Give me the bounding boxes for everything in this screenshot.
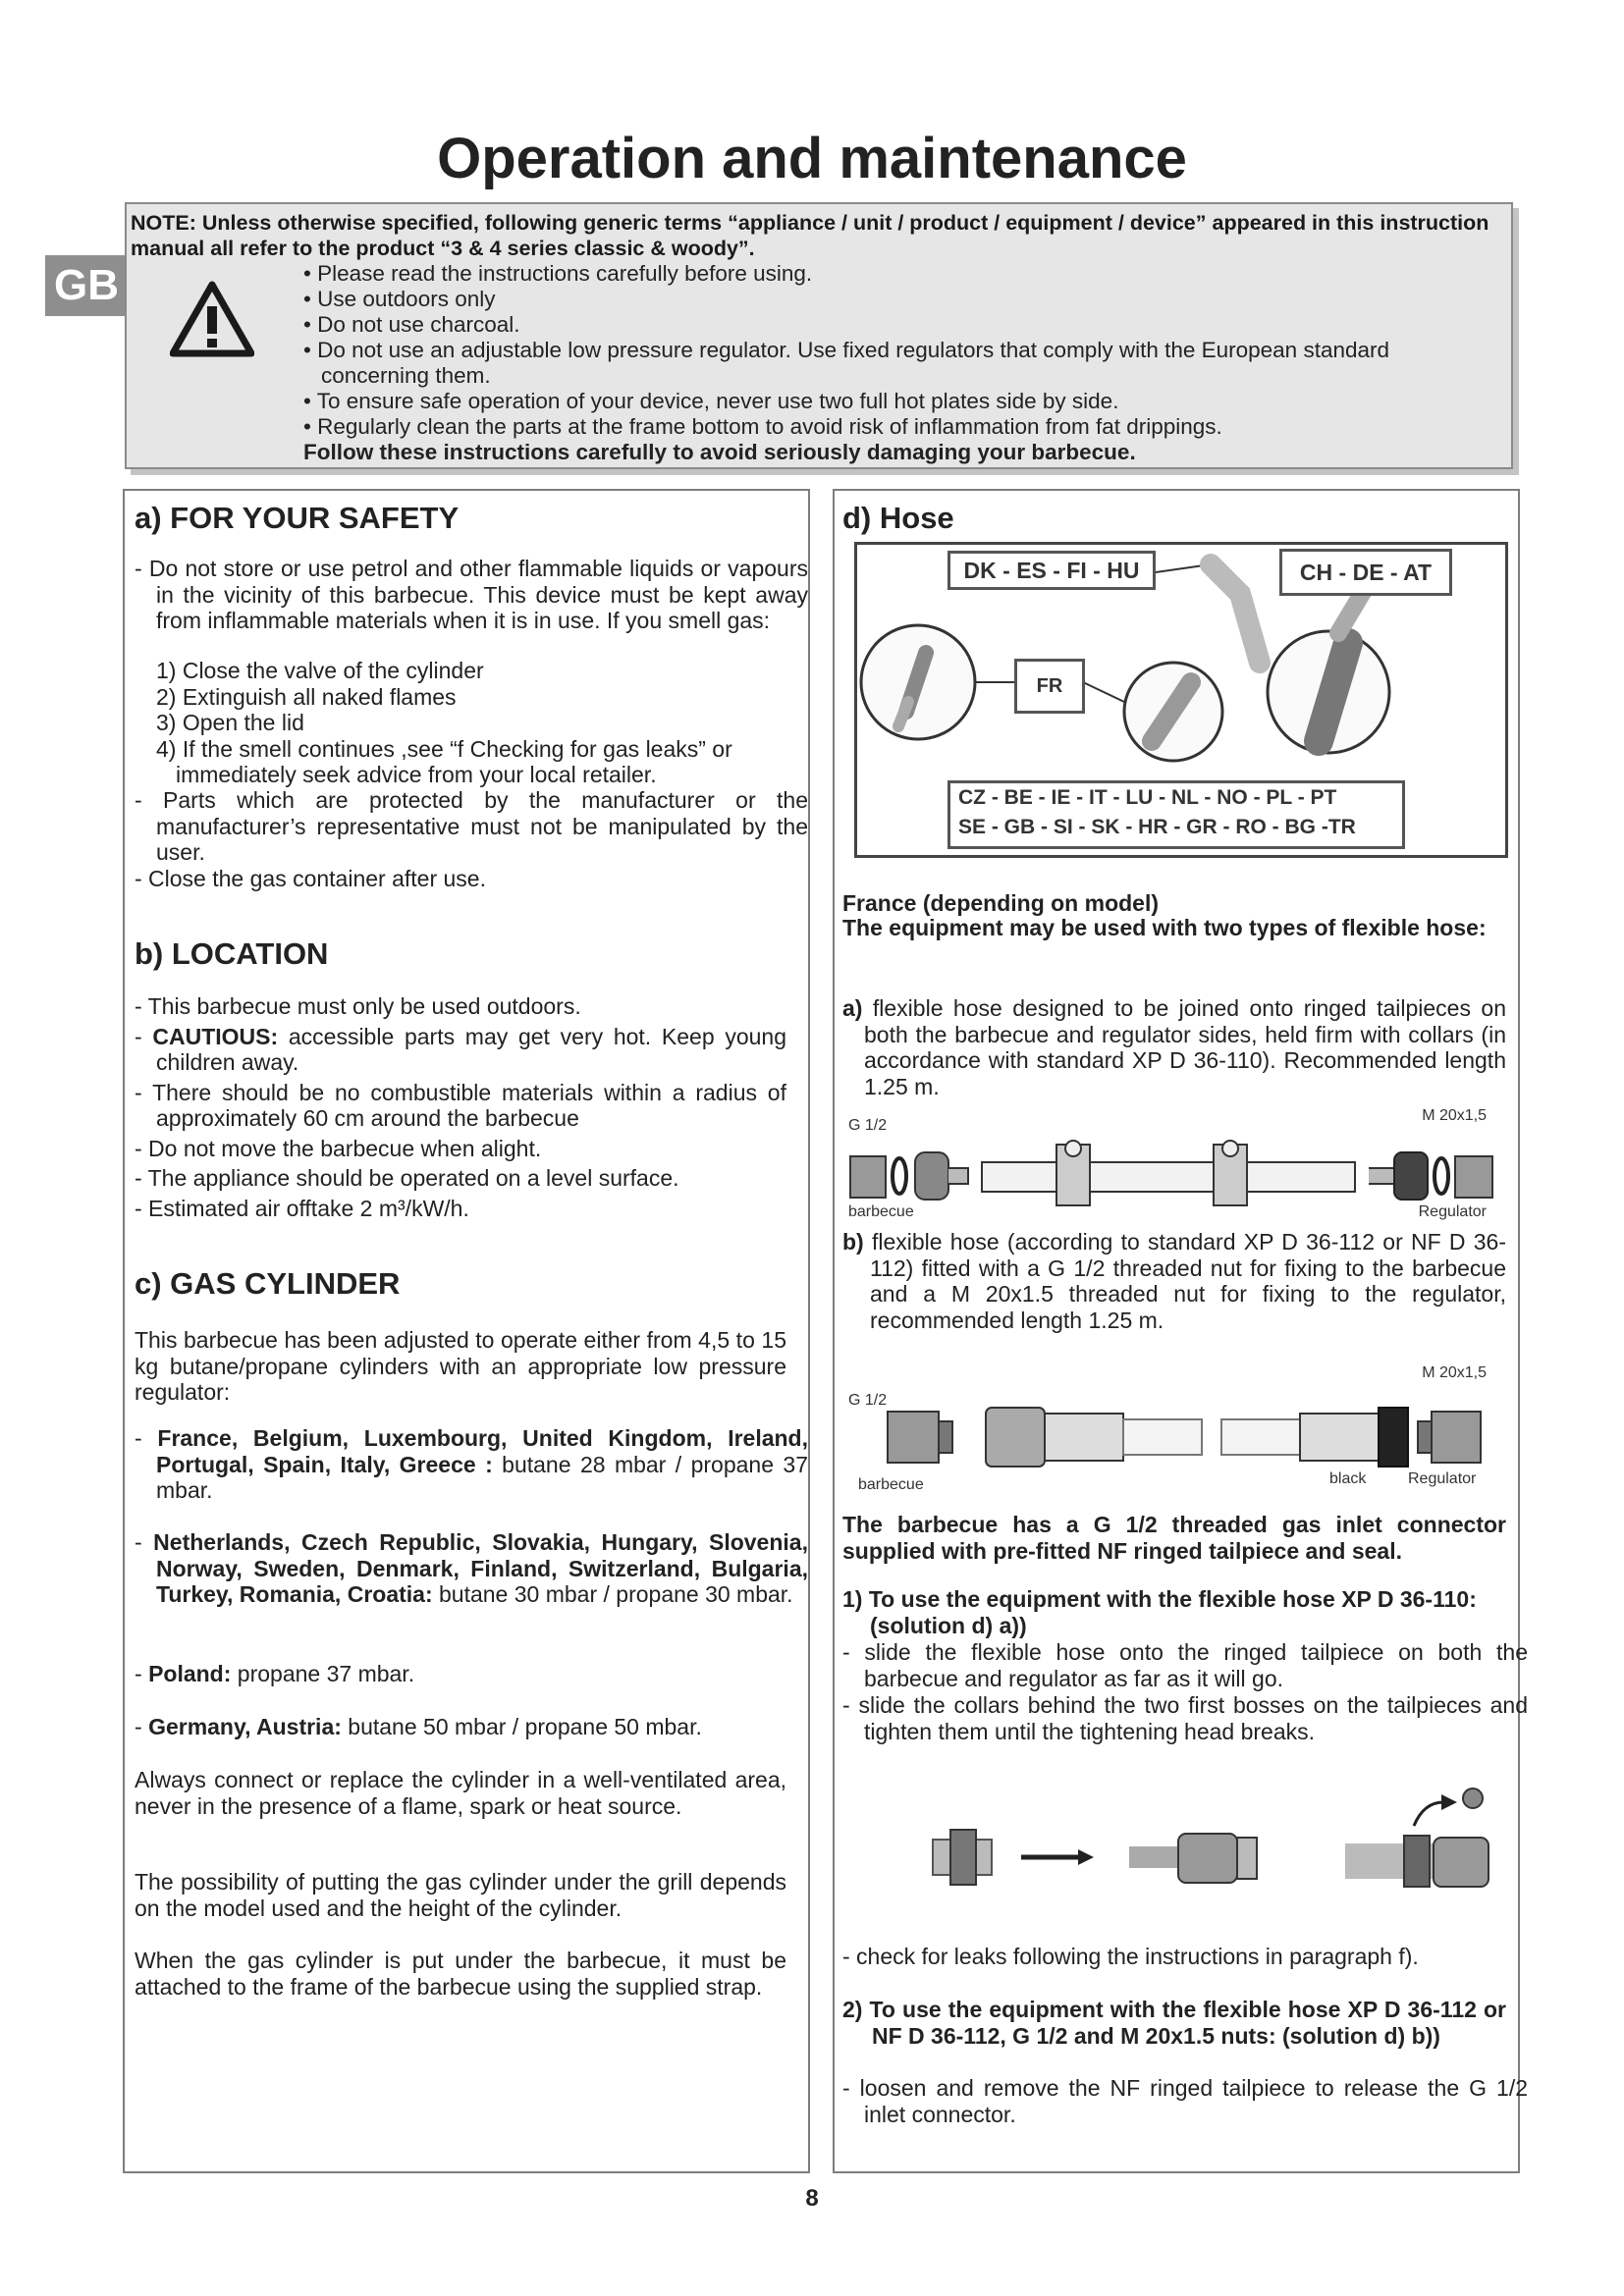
hose-b-illustration (848, 1394, 1506, 1472)
warning-icon (170, 281, 254, 357)
france-line: The equipment may be used with two types of flexible hose: (842, 915, 1487, 940)
note-item: • To ensure safe operation of your device, never use two full hot plates side by side. (303, 389, 1119, 413)
safety-step: 1) Close the valve of the cylinder (156, 658, 484, 683)
safety-steps (135, 658, 786, 788)
country-codes-line: SE - GB - SI - SK - HR - GR - RO - BG -TR (958, 816, 1356, 838)
hose-diagram-b (848, 1364, 1506, 1492)
country-codes-bottom (947, 780, 1405, 849)
note-item: • Use outdoors only (303, 287, 496, 311)
hose-a-illustration (848, 1135, 1506, 1213)
location-item: - Estimated air offtake 2 m³/kW/h. (135, 1195, 469, 1221)
location-item: - Do not move the barbecue when alight. (135, 1135, 542, 1161)
country-code-fr: FR (1014, 659, 1085, 714)
cylinder-heading: c) GAS CYLINDER (135, 1266, 401, 1301)
left-column (123, 489, 810, 2173)
cylinder-country-group: - Poland: propane 37 mbar. (135, 1661, 415, 1686)
location-heading: b) LOCATION (135, 936, 329, 971)
safety-heading: a) FOR YOUR SAFETY (135, 501, 460, 535)
barbecue-label: barbecue (848, 1203, 914, 1220)
cylinder-country-group: - Netherlands, Czech Republic, Slovakia, Hungary, Slovenia, Norway, Sweden, Denmark, Finland, Switzerland, Bulgaria, Turkey, Romania, Croatia: butane 30 mbar / propane 30 mbar. (135, 1529, 808, 1607)
solution-1-step: - slide the flexible hose onto the ringed tailpiece on both the barbecue and regulator as far as it will go. (842, 1639, 1528, 1691)
safety-step: 2) Extinguish all naked flames (156, 683, 457, 710)
safety-paragraph: - Parts which are protected by the manufacturer or the manufacturer’s representative must not be manipulated by the user. (135, 787, 808, 865)
note-list (303, 261, 1491, 465)
location-list (135, 993, 786, 1221)
france-line: France (depending on model) (842, 890, 1160, 916)
black-label: black (1329, 1470, 1367, 1487)
solution-1-step: - slide the collars behind the two first bosses on the tailpieces and tighten them until the tightening head breaks. (842, 1692, 1528, 1744)
note-item: • Do not use an adjustable low pressure regulator. Use fixed regulators that comply with the European standard concerning them. (303, 338, 1390, 388)
solution-1-step: - check for leaks following the instructions in paragraph f). (842, 1944, 1419, 1969)
safety-paragraph: - Close the gas container after use. (135, 866, 486, 891)
language-tab: GB (45, 255, 128, 316)
note-item: • Regularly clean the parts at the frame bottom to avoid risk of inflammation from fat drippings. (303, 414, 1222, 439)
m20-label: M 20x1,5 (1422, 1364, 1487, 1381)
m20-label: M 20x1,5 (1422, 1107, 1487, 1124)
right-column (833, 489, 1528, 2173)
collar-illustration (913, 1783, 1522, 1910)
cylinder-paragraph: Always connect or replace the cylinder in a well-ventilated area, never in the presence of a flame, spark or heat source. (135, 1767, 786, 1819)
page-number: 8 (805, 2185, 819, 2212)
hose-heading: d) Hose (842, 501, 954, 535)
country-codes-top-right: CH - DE - AT (1279, 549, 1452, 596)
cylinder-country-group: - Germany, Austria: butane 50 mbar / propane 50 mbar. (135, 1714, 702, 1739)
cylinder-paragraph: The possibility of putting the gas cylinder under the grill depends on the model used and the height of the cylinder. (135, 1869, 786, 1921)
france-note (842, 891, 1506, 940)
regulator-label: Regulator (1408, 1470, 1477, 1487)
regulator-label: Regulator (1418, 1203, 1487, 1220)
note-item: • Please read the instructions carefully before using. (303, 261, 813, 286)
cylinder-country-group: - France, Belgium, Luxembourg, United Kingdom, Ireland, Portugal, Spain, Italy, Greece : butane 28 mbar / propane 37 mbar. (135, 1425, 808, 1503)
location-item: - The appliance should be operated on a level surface. (135, 1165, 679, 1191)
solution-2-heading: 2) To use the equipment with the flexible hose XP D 36-112 or NF D 36-112, G 1/2 and M 20x1.5 nuts: (solution d) b)) (842, 1997, 1506, 2049)
safety-step: 4) If the smell continues ,see “f Checking for gas leaks” or immediately seek advice from your local retailer. (156, 735, 732, 787)
location-item: - There should be no combustible materials within a radius of approximately 60 cm around the barbecue (135, 1079, 786, 1131)
g12-label: G 1/2 (848, 1117, 888, 1134)
hose-diagram-a (848, 1105, 1506, 1223)
barbecue-label: barbecue (858, 1476, 924, 1493)
note-footer: Follow these instructions carefully to avoid seriously damaging your barbecue. (303, 440, 1136, 464)
location-item: - CAUTIOUS: accessible parts may get very hot. Keep young children away. (135, 1023, 786, 1075)
hose-type-a: a) flexible hose designed to be joined onto ringed tailpieces on both the barbecue and regulator sides, held firm with collars (in accordance with standard XP D 36-110). Recommended length 1.25 m. (842, 995, 1506, 1099)
page-title: Operation and maintenance (437, 127, 1187, 190)
inlet-connector-note: The barbecue has a G 1/2 threaded gas inlet connector supplied with pre-fitted NF ringed tailpiece and seal. (842, 1512, 1506, 1564)
note-box (125, 202, 1513, 469)
note-item: • Do not use charcoal. (303, 312, 520, 337)
country-codes-line: CZ - BE - IE - IT - LU - NL - NO - PL - PT (958, 786, 1337, 809)
cylinder-paragraph: When the gas cylinder is put under the barbecue, it must be attached to the frame of the barbecue using the supplied strap. (135, 1948, 786, 2000)
country-code-diagram (854, 542, 1508, 858)
note-heading: NOTE: Unless otherwise specified, following generic terms “appliance / unit / product / equipment / device” appeared in this instruction manual all refer to the product “3 & 4 series classic & woody”. (131, 211, 1489, 260)
safety-paragraph: - Do not store or use petrol and other flammable liquids or vapours in the vicinity of this barbecue. This device must be kept away from inflammable materials when it is in use. If you smell gas: (135, 556, 808, 633)
cylinder-intro: This barbecue has been adjusted to operate either from 4,5 to 15 kg butane/propane cylinders with an appropriate low pressure regulator: (135, 1327, 786, 1405)
solution-1-heading: 1) To use the equipment with the flexible hose XP D 36-110: (solution d) a)) (842, 1586, 1477, 1638)
safety-step: 3) Open the lid (156, 710, 304, 735)
country-codes-top-left: DK - ES - FI - HU (947, 551, 1156, 590)
hose-type-b: b) flexible hose (according to standard XP D 36-112 or NF D 36-112) fitted with a G 1/2 threaded nut for fixing to the barbecue and a M 20x1.5 threaded nut for fixing to the regulator, recommended length 1.25 m. (842, 1229, 1506, 1333)
location-item: - This barbecue must only be used outdoors. (135, 993, 581, 1019)
g12-label: G 1/2 (848, 1392, 888, 1409)
solution-2-step: - loosen and remove the NF ringed tailpiece to release the G 1/2 inlet connector. (842, 2075, 1528, 2127)
